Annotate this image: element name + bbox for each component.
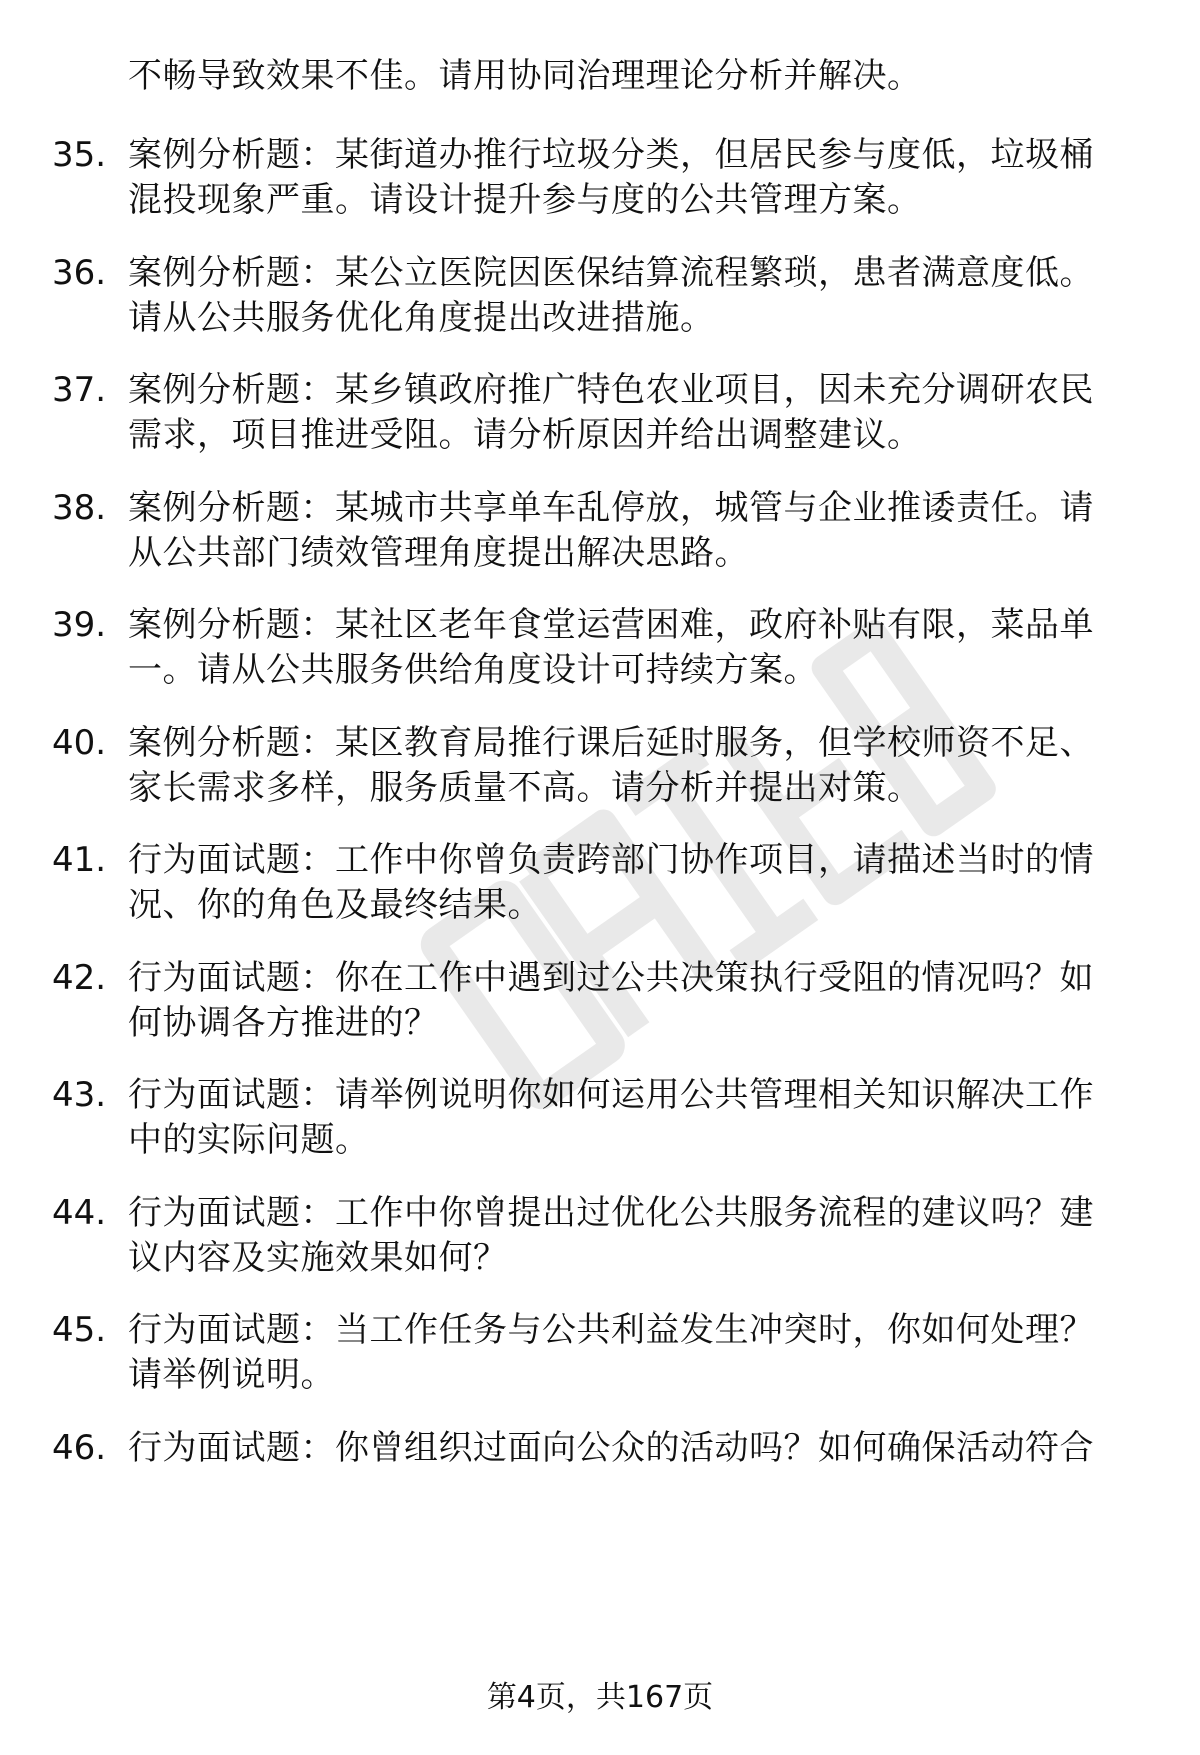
page-footer: 第4页，共167页 [486, 1680, 714, 1715]
item-text-line1: 案例分析题：某公立医院因医保结算流程繁琐，患者满意度低。 [128, 253, 1094, 293]
item-text-line2: 从公共部门绩效管理角度提出解决思路。 [128, 533, 749, 573]
item-number: 42. [52, 958, 107, 998]
item-text-line2: 需求，项目推进受阻。请分析原因并给出调整建议。 [128, 415, 922, 455]
item-text-line1: 案例分析题：某区教育局推行课后延时服务，但学校师资不足、 [128, 723, 1094, 763]
item-number: 43. [52, 1075, 107, 1115]
item-text-line2: 议内容及实施效果如何？ [128, 1238, 508, 1278]
item-number: 35. [52, 135, 107, 175]
item-number: 37. [52, 370, 107, 410]
item-number: 44. [52, 1193, 107, 1233]
item-text-line2: 请举例说明。 [128, 1355, 335, 1395]
item-text-line1: 案例分析题：某街道办推行垃圾分类，但居民参与度低，垃圾桶 [128, 135, 1094, 175]
item-text-line1: 案例分析题：某社区老年食堂运营困难，政府补贴有限，菜品单 [128, 605, 1094, 645]
item-text-line1: 行为面试题：请举例说明你如何运用公共管理相关知识解决工作 [128, 1075, 1094, 1115]
item-number: 40. [52, 723, 107, 763]
item-text-line1: 行为面试题：工作中你曾提出过优化公共服务流程的建议吗？建 [128, 1193, 1094, 1233]
item-text-line2: 混投现象严重。请设计提升参与度的公共管理方案。 [128, 180, 922, 220]
item-number: 39. [52, 605, 107, 645]
item-text-line2: 一。请从公共服务供给角度设计可持续方案。 [128, 650, 818, 690]
item-text-line1: 行为面试题：工作中你曾负责跨部门协作项目，请描述当时的情 [128, 840, 1094, 880]
item-text-line2: 中的实际问题。 [128, 1120, 370, 1160]
continuation-text: 不畅导致效果不佳。请用协同治理理论分析并解决。 [128, 56, 922, 96]
item-text-line2: 何协调各方推进的？ [128, 1003, 439, 1043]
item-text-line1: 案例分析题：某乡镇政府推广特色农业项目，因未充分调研农民 [128, 370, 1094, 410]
item-text-line1: 行为面试题：你在工作中遇到过公共决策执行受阻的情况吗？如 [128, 958, 1094, 998]
item-number: 41. [52, 840, 107, 880]
item-number: 46. [52, 1428, 107, 1468]
item-text-line1: 行为面试题：你曾组织过面向公众的活动吗？如何确保活动符合 [128, 1428, 1094, 1468]
item-text-line2: 况、你的角色及最终结果。 [128, 885, 542, 925]
item-text-line1: 行为面试题：当工作任务与公共利益发生冲突时，你如何处理？ [128, 1310, 1094, 1350]
item-number: 36. [52, 253, 107, 293]
item-text-line1: 案例分析题：某城市共享单车乱停放，城管与企业推诿责任。请 [128, 488, 1094, 528]
item-text-line2: 家长需求多样，服务质量不高。请分析并提出对策。 [128, 768, 922, 808]
item-text-line2: 请从公共服务优化角度提出改进措施。 [128, 298, 715, 338]
item-number: 45. [52, 1310, 107, 1350]
item-number: 38. [52, 488, 107, 528]
